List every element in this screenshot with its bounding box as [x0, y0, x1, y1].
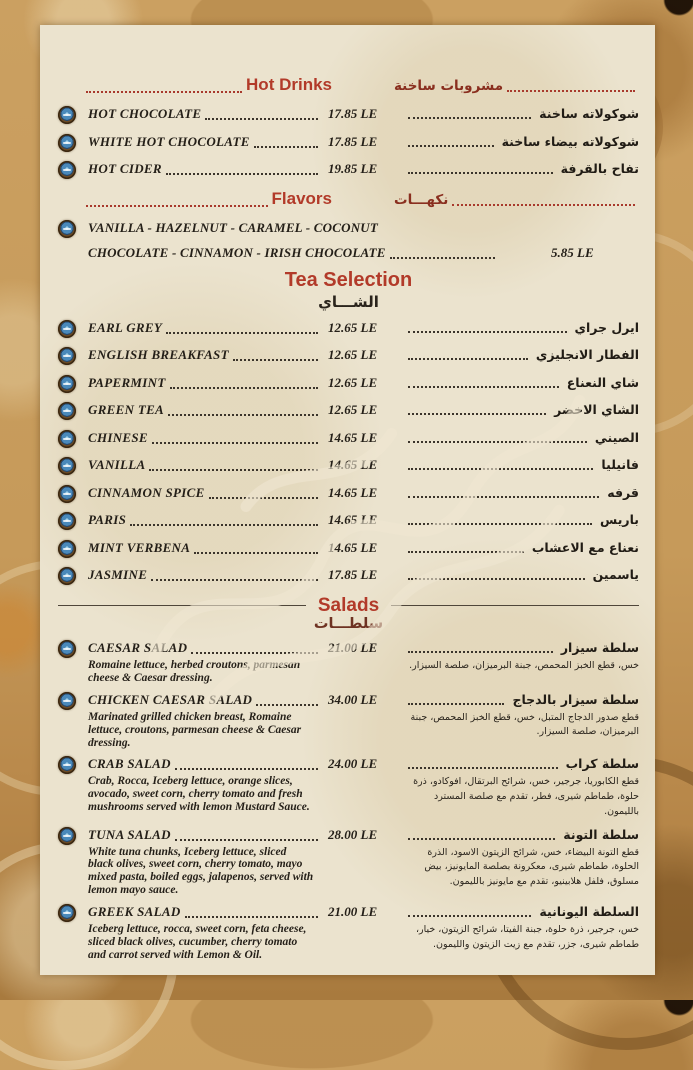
- menu-item-row: [58, 567, 639, 585]
- item-en-cell: [88, 134, 322, 150]
- dotted-leader: [408, 353, 528, 360]
- menu-item-row: [58, 512, 639, 530]
- section-title-en: Tea Selection: [284, 268, 413, 291]
- dotted-leader: [408, 326, 567, 333]
- dotted-leader: [175, 763, 318, 770]
- salad-item-block: [58, 756, 639, 819]
- dotted-leader: [408, 910, 531, 917]
- dotted-leader: [151, 574, 318, 581]
- medallion-icon: [58, 106, 76, 124]
- item-ar-cell: [404, 540, 639, 555]
- dotted-leader: [408, 463, 593, 470]
- item-en-cell: [88, 402, 322, 418]
- item-name-ar: شوكولاته ساخنة: [539, 106, 639, 121]
- item-description-en: Iceberg lettuce, rocca, sweet corn, feta cheese, sliced black olives, cucumber, cherry tomato and carrot served with Lemon & Oil.: [88, 923, 307, 961]
- menu-panel: [40, 25, 655, 975]
- medallion-icon: [58, 692, 76, 710]
- item-en-cell: [88, 106, 322, 122]
- item-name-en: ENGLISH BREAKFAST: [88, 347, 229, 362]
- item-ar-cell: [404, 485, 639, 500]
- item-name-en: MINT VERBENA: [88, 539, 191, 555]
- item-name-en: TUNA SALAD: [88, 826, 171, 842]
- item-en-cell: [88, 567, 322, 583]
- dotted-leader: [408, 381, 559, 388]
- item-ar-cell: [404, 106, 639, 121]
- menu-item-row: [58, 402, 639, 420]
- dotted-leader: [191, 647, 318, 654]
- section-title-en: Flavors: [271, 188, 332, 208]
- item-price: 21.00 LE: [328, 640, 378, 655]
- item-en-cell: [88, 485, 322, 501]
- item-price: 34.00 LE: [328, 691, 378, 707]
- dotted-leader: [408, 573, 585, 580]
- item-name-ar: ياسمين: [592, 567, 639, 582]
- item-ar-cell: [404, 402, 639, 417]
- menu-item-row: [58, 320, 639, 338]
- dotted-leader: [254, 141, 318, 148]
- section-header: [58, 189, 639, 209]
- item-name-ar: السلطة اليونانية: [539, 904, 639, 920]
- item-ar-cell: [404, 640, 639, 655]
- menu-item-row: [58, 457, 639, 475]
- item-price: 14.65 LE: [328, 512, 378, 527]
- menu-item-row: [58, 347, 639, 365]
- menu-item-row: [58, 485, 639, 503]
- item-price: 24.00 LE: [328, 756, 378, 772]
- item-ar-cell: [404, 904, 639, 919]
- dotted-leader: [408, 167, 553, 174]
- item-description-en: Marinated grilled chicken breast, Romaine lettuce, croutons, parmesan cheese & Caesar dressing.: [88, 710, 302, 749]
- item-en-cell: [88, 904, 322, 920]
- dotted-leader: [408, 491, 599, 498]
- item-name-en: VANILLA: [88, 457, 146, 472]
- medallion-icon: [58, 904, 76, 922]
- item-price: 12.65 LE: [328, 374, 378, 390]
- item-name-en: GREEN TEA: [88, 402, 165, 417]
- medallion-icon: [58, 161, 76, 179]
- dotted-leader: [130, 519, 318, 526]
- item-ar-cell: [404, 827, 639, 842]
- item-en-cell: [88, 320, 322, 336]
- item-price: 19.85 LE: [328, 161, 378, 176]
- menu-item-row: [58, 134, 639, 152]
- medallion-icon: [58, 402, 76, 420]
- dotted-leader: [408, 436, 587, 443]
- item-ar-cell: [404, 512, 639, 527]
- item-name-en: CINNAMON SPICE: [88, 484, 205, 500]
- dotted-leader: [175, 834, 318, 841]
- medallion-icon: [58, 640, 76, 658]
- dotted-leader: [408, 646, 553, 653]
- section-title-en: Hot Drinks: [246, 75, 332, 94]
- item-ar-cell: [404, 756, 639, 771]
- item-name-en: JASMINE: [88, 567, 148, 582]
- item-price: 12.65 LE: [328, 347, 378, 362]
- flavor-price: 5.85 LE: [551, 244, 594, 260]
- section-header-rule: [58, 596, 639, 615]
- dotted-leader: [185, 911, 318, 918]
- section-title-ar: مشروبات ساخنة: [394, 78, 504, 94]
- item-description-ar: خس، قطع الخبز المحمص، جبنة البرميزان، صلصة السيزار.: [409, 660, 639, 671]
- dotted-leader: [86, 86, 242, 93]
- section-header-right: [394, 192, 639, 208]
- dotted-leader: [149, 464, 318, 471]
- medallion-icon: [58, 375, 76, 393]
- dotted-leader: [507, 85, 635, 92]
- item-description-ar: خس، جرجير، ذرة حلوة، جبنة الفيتا، شرائح الزيتون، خيار، طماطم شيرى، جزر، تقدم مع زيت الزيتون والليمون.: [415, 924, 639, 950]
- medallion-icon: [58, 220, 76, 238]
- section-header-left: [58, 75, 332, 95]
- item-description-en: Romaine lettuce, herbed croutons, parmesan cheese & Caesar dressing.: [88, 659, 301, 684]
- dotted-leader: [408, 762, 558, 769]
- item-description-ar: قطع التونة البيضاء، خس، شرائح الزيتون الاسود، الذرة الحلوة، طماطم شيرى، معكرونة بصلصة المايونيز، بيض مسلوق، فلفل هلابينيو، تقدم مع مايونيز بالليمون.: [424, 846, 639, 887]
- dotted-leader: [166, 327, 318, 334]
- dotted-leader: [408, 408, 546, 415]
- item-name-en: PARIS: [88, 512, 127, 527]
- dotted-leader: [233, 354, 318, 361]
- item-ar-cell: [404, 567, 639, 582]
- item-en-cell: [88, 692, 322, 708]
- item-ar-cell: [404, 320, 639, 335]
- item-price: 14.65 LE: [328, 457, 378, 472]
- medallion-icon: [58, 540, 76, 558]
- item-price: 12.65 LE: [328, 402, 378, 417]
- item-price: 14.65 LE: [328, 484, 378, 500]
- dotted-leader: [168, 409, 318, 416]
- dotted-leader: [166, 168, 318, 175]
- item-en-cell: [88, 430, 322, 446]
- item-name-ar: تفاح بالقرفة: [560, 161, 639, 176]
- item-ar-cell: [404, 134, 639, 149]
- medallion-icon: [58, 320, 76, 338]
- dotted-leader: [256, 699, 318, 706]
- item-price: 21.00 LE: [328, 904, 378, 920]
- item-price: 14.65 LE: [328, 539, 378, 555]
- item-name-en: CRAB SALAD: [88, 756, 171, 772]
- medallion-icon: [58, 827, 76, 845]
- medallion-icon: [58, 430, 76, 448]
- item-price: 17.85 LE: [328, 133, 378, 149]
- item-ar-cell: [404, 430, 639, 445]
- item-price: 12.65 LE: [328, 319, 378, 335]
- item-name-ar: الفطار الانجليزي: [535, 347, 639, 362]
- medallion-icon: [58, 567, 76, 585]
- item-description-en: White tuna chunks, Iceberg lettuce, sliced black olives, sweet corn, cherry tomato, mayo mixed pasta, boiled eggs, jalapenos, served with lemon mayo sauce.: [88, 845, 314, 897]
- dotted-leader: [408, 140, 494, 147]
- medallion-icon: [58, 347, 76, 365]
- dotted-leader: [408, 833, 555, 840]
- dotted-leader: [408, 546, 524, 553]
- item-name-en: GREEK SALAD: [88, 904, 181, 920]
- menu-item-row: [58, 106, 639, 124]
- dotted-leader: [194, 547, 318, 554]
- item-name-en: HOT CHOCOLATE: [88, 106, 202, 121]
- section-header: [58, 75, 639, 95]
- rule-line-decor: [58, 605, 306, 607]
- dotted-leader: [86, 200, 268, 207]
- menu-item-row: [58, 430, 639, 448]
- item-en-cell: [88, 347, 322, 363]
- item-price: 28.00 LE: [328, 826, 378, 842]
- item-name-ar: الصيني: [594, 429, 639, 445]
- section-header-right: [394, 78, 639, 94]
- item-name-ar: باريس: [600, 512, 639, 527]
- item-description-ar: قطع صدور الدجاج المتبل، خس، قطع الخبز المحمص، جبنة البرميزان، صلصة السيزار.: [410, 711, 639, 738]
- item-ar-cell: [404, 375, 639, 390]
- medallion-icon: [58, 457, 76, 475]
- item-name-ar: قرفه: [607, 484, 639, 500]
- flavor-list-row: [58, 245, 639, 261]
- section-header-centered: [58, 269, 639, 311]
- salad-item-block: [58, 827, 639, 898]
- medallion-icon: [58, 512, 76, 530]
- item-ar-cell: [404, 347, 639, 362]
- item-en-cell: [88, 161, 322, 177]
- menu-item-row: [58, 375, 639, 393]
- item-name-en: EARL GREY: [88, 319, 163, 335]
- menu-item-row: [58, 540, 639, 558]
- dotted-leader: [408, 112, 531, 119]
- menu-item-row: [58, 161, 639, 179]
- item-name-ar: ايرل جراي: [574, 319, 639, 335]
- item-name-ar: سلطة سيزار: [560, 640, 639, 655]
- section-title-ar: نكهـــات: [394, 191, 449, 208]
- section-title-en: Salads: [317, 595, 380, 616]
- section-title-ar: الشـــاي: [318, 292, 379, 311]
- item-en-cell: [88, 827, 322, 843]
- item-name-ar: سلطة سيزار بالدجاج: [512, 691, 639, 707]
- item-name-en: WHITE HOT CHOCOLATE: [88, 133, 250, 149]
- dotted-leader: [209, 492, 318, 499]
- menu-content: [58, 75, 639, 962]
- dotted-leader: [152, 437, 318, 444]
- dotted-leader: [390, 252, 495, 259]
- item-en-cell: [88, 375, 322, 391]
- item-name-ar: سلطة التونة: [563, 826, 639, 842]
- salad-item-block: [58, 640, 639, 685]
- medallion-icon: [58, 756, 76, 774]
- salad-item-block: [58, 692, 639, 750]
- salad-item-block: [58, 904, 639, 962]
- item-name-ar: شاي النعناع: [566, 374, 639, 390]
- rule-line-decor: [391, 605, 639, 607]
- item-en-cell: [88, 540, 322, 556]
- item-description-en: Crab, Rocca, Iceberg lettuce, orange slices, avocado, sweet corn, cherry tomato and fresh mushrooms served with lemon Mustard Sauce.: [88, 775, 310, 814]
- item-name-en: CAESAR SALAD: [88, 640, 188, 655]
- flavor-list-row: [58, 220, 639, 238]
- dotted-leader: [408, 518, 592, 525]
- item-name-en: PAPERMINT: [88, 374, 166, 390]
- dotted-leader: [452, 199, 635, 206]
- item-price: 17.85 LE: [328, 106, 378, 121]
- section-title-ar: سلطـــات: [313, 616, 384, 632]
- item-ar-cell: [404, 457, 639, 472]
- item-name-en: CHINESE: [88, 429, 148, 445]
- item-name-ar: الشاي الاخضر: [554, 402, 639, 417]
- item-en-cell: [88, 512, 322, 528]
- dotted-leader: [408, 698, 504, 705]
- section-header-left: [58, 189, 332, 209]
- item-price: 14.65 LE: [328, 429, 378, 445]
- item-en-cell: [88, 640, 322, 656]
- item-name-ar: نعناع مع الاعشاب: [531, 539, 639, 555]
- flavor-list-text: VANILLA - HAZELNUT - CARAMEL - COCONUT: [88, 219, 379, 235]
- dotted-leader: [205, 113, 318, 120]
- item-name-ar: سلطة كراب: [565, 756, 639, 772]
- item-name-en: HOT CIDER: [88, 161, 162, 176]
- item-description-ar: قطع الكابوريا، جرجير، خس، شرائح البرتقال، افوكادو، ذرة حلوة، طماطم شيرى، فطر، تقدم مع صلصة المسترد بالليمون.: [413, 776, 639, 817]
- flavor-list-text: CHOCOLATE - CINNAMON - IRISH CHOCOLATE: [88, 244, 386, 260]
- dotted-leader: [170, 382, 318, 389]
- item-price: 17.85 LE: [328, 567, 378, 582]
- item-ar-cell: [404, 692, 639, 707]
- item-ar-cell: [404, 161, 639, 176]
- medallion-icon: [58, 485, 76, 503]
- item-name-en: CHICKEN CAESAR SALAD: [88, 691, 253, 707]
- medallion-icon: [58, 134, 76, 152]
- item-en-cell: [88, 457, 322, 473]
- item-name-ar: شوكولاته بيضاء ساخنة: [501, 133, 639, 149]
- item-name-ar: فانيليا: [601, 457, 639, 472]
- item-en-cell: [88, 756, 322, 772]
